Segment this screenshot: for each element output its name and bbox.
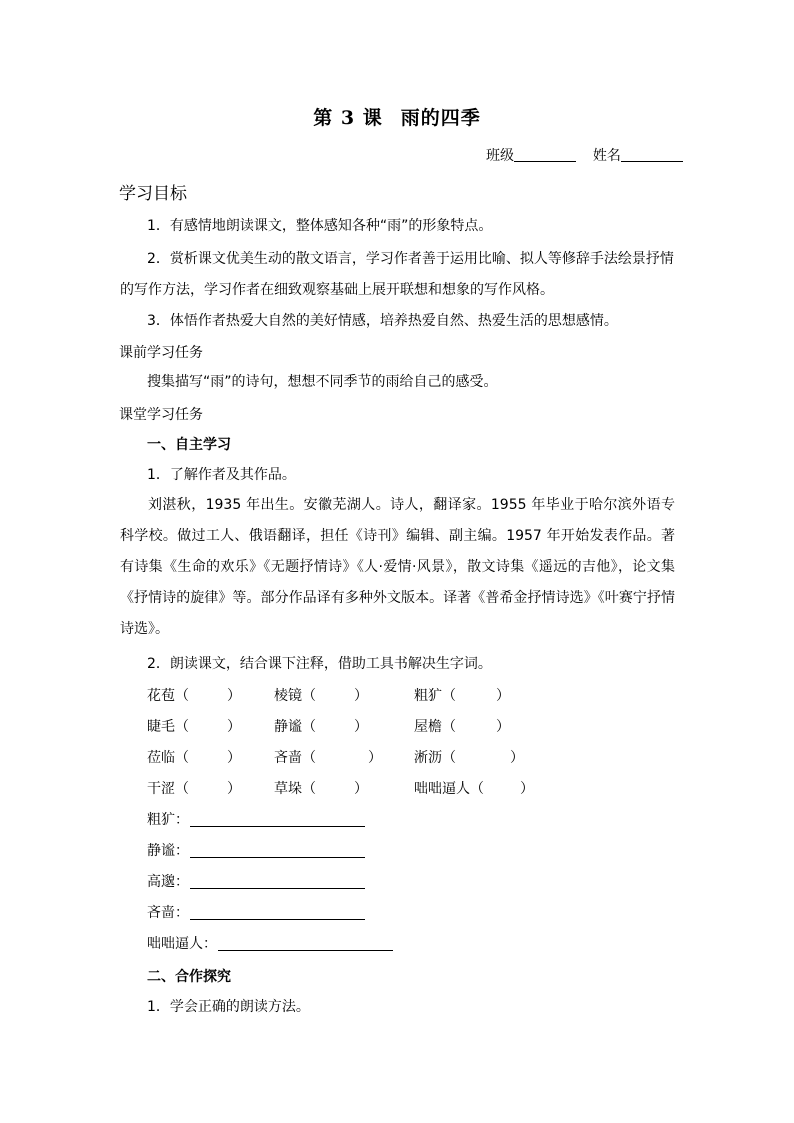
vocab-item: 静谧（ ） (274, 719, 368, 735)
student-info (486, 145, 683, 165)
answer-line[interactable] (218, 950, 393, 951)
vocab-item: 草垛（ ） (274, 781, 368, 797)
vocab-item: 干涩（ ） (147, 781, 241, 797)
goal-item: 的写作方法，学习作者在细致观察基础上展开联想和想象的写作风格。 (120, 282, 554, 298)
goal-item: 1．有感情地朗读课文，整体感知各种“雨”的形象特点。 (147, 218, 493, 234)
answer-line[interactable] (190, 888, 365, 889)
goals-heading: 学习目标 (119, 184, 187, 204)
class-label: 班级 (486, 148, 514, 164)
vocab-item: 花苞（ ） (147, 688, 241, 704)
page-title (0, 103, 794, 130)
vocab-item: 棱镜（ ） (274, 688, 368, 704)
preclass-text: 搜集描写“雨”的诗句，想想不同季节的雨给自己的感受。 (147, 374, 498, 390)
goal-item: 2．赏析课文优美生动的散文语言，学习作者善于运用比喻、拟人等修辞手法绘景抒情 (147, 251, 674, 267)
vocab-item: 莅临（ ） (147, 750, 241, 766)
lesson-number: 第 3 课 (313, 107, 383, 129)
vocab-item: 淅沥（ ） (414, 750, 524, 766)
task-item: 2．朗读课文，结合课下注释，借助工具书解决生字词。 (147, 656, 492, 672)
task-item: 1．学会正确的朗读方法。 (147, 999, 310, 1015)
answer-line[interactable] (190, 857, 365, 858)
vocab-item: 屋檐（ ） (414, 719, 510, 735)
vocab-item: 咄咄逼人（ ） (414, 781, 534, 797)
task-item: 1．了解作者及其作品。 (147, 467, 296, 483)
preclass-heading: 课前学习任务 (119, 345, 203, 361)
lesson-name: 雨的四季 (400, 107, 481, 129)
definition-label: 吝啬： (147, 905, 189, 921)
vocab-item: 睫毛（ ） (147, 719, 241, 735)
answer-line[interactable] (190, 826, 365, 827)
vocab-item: 粗犷（ ） (414, 688, 510, 704)
definition-label: 粗犷： (147, 812, 189, 828)
definition-label: 高邈： (147, 874, 189, 890)
answer-line[interactable] (190, 919, 365, 920)
definition-label: 静谧： (147, 843, 189, 859)
section-heading: 一、自主学习 (147, 437, 231, 453)
goal-item: 3．体悟作者热爱大自然的美好情感，培养热爱自然、热爱生活的思想感情。 (147, 313, 618, 329)
author-bio: 刘湛秋，1935 年出生。安徽芜湖人。诗人，翻译家。1955 年毕业于哈尔滨外语专科学校。做过工人、俄语翻译，担任《诗刊》编辑、副主编。1957 年开始发表作品。著有诗集《生命的欢乐》《无题抒情诗》《人·爱情·风景》，散文诗集《遥远的吉他》，论文集《抒情诗的旋律》等。部分作品译有多种外文版本。译著《普希金抒情诗选》《叶赛宁抒情诗选》。 (120, 497, 675, 637)
definition-label: 咄咄逼人： (147, 936, 217, 952)
section-heading: 二、合作探究 (147, 969, 231, 985)
name-label: 姓名 (592, 148, 621, 164)
class-field[interactable] (514, 147, 576, 162)
vocab-item: 吝啬（ ） (274, 750, 382, 766)
inclass-heading: 课堂学习任务 (119, 407, 203, 423)
name-field[interactable] (621, 147, 683, 162)
